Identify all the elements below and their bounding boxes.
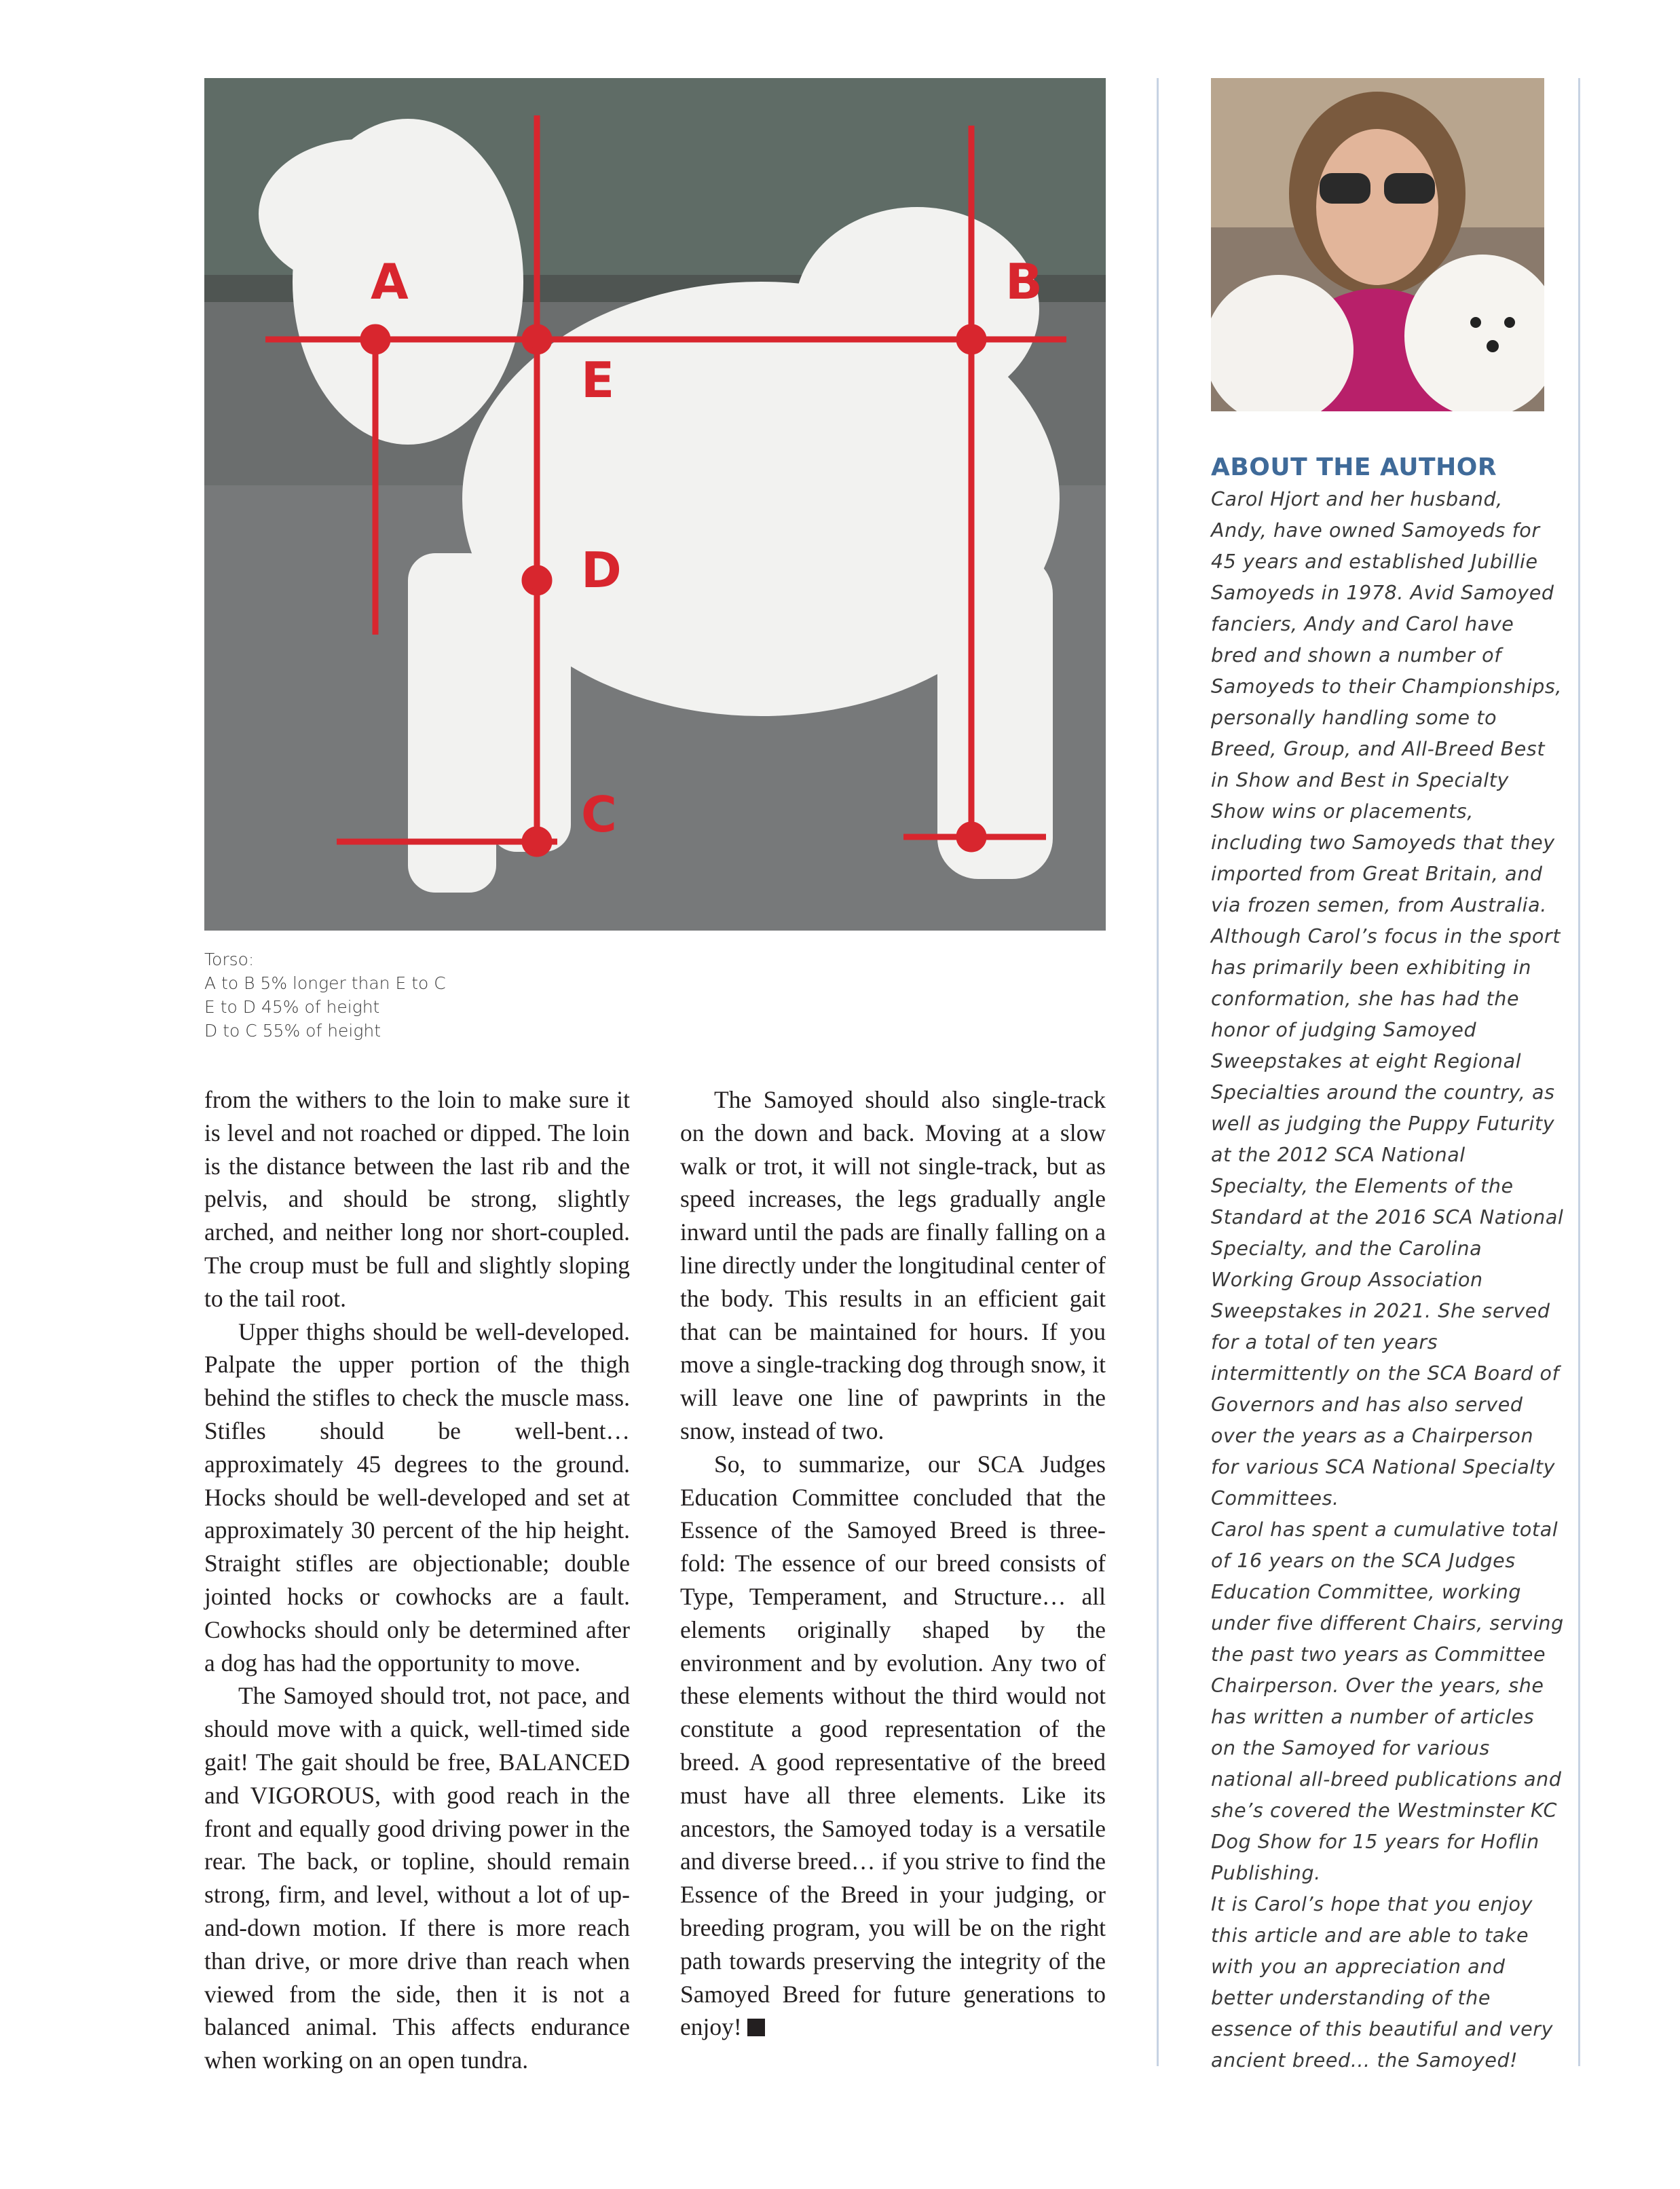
- label-e: E: [581, 352, 615, 409]
- sidebar-paragraph: Although Carol’s focus in the sport has primarily been exhibiting in conformation, she has had the honor of judging Samoyed Sweepstakes at eight Regional Specialties around the country, as well as judging the Puppy Futurity at the 2012 SCA National Specialty, the Elements of the Standard at the 2016 SCA National Specialty, and the Carolina Working Group Association Sweepstakes in 2021. She served for a total of ten years intermittently on the SCA Board of Governors and has also served over the years as a Chairperson for various SCA National Specialty Committees.: [1211, 925, 1564, 1510]
- samoyed-proportions-photo: [204, 78, 1106, 931]
- article-column-1: [204, 1083, 630, 2077]
- paragraph-final: [680, 1448, 1106, 2044]
- sidebar-paragraph: Carol Hjort and her husband, Andy, have owned Samoyeds for 45 years and established Jubillie Samoyeds in 1978. Avid Samoyed fanciers, Andy and Carol have bred and shown a number of Samoyeds to their Championships, personally handling some to Breed, Group, and All-Breed Best in Show and Best in Specialty Show wins or placements, including two Samoyeds that they imported from Great Britain, and via frozen semen, from Australia.: [1211, 488, 1563, 916]
- label-b: B: [1005, 253, 1043, 310]
- sidebar-paragraph: It is Carol’s hope that you enjoy this article and are able to take with you an appreciation and better understanding of the essence of this beautiful and very ancient breed… the Samoyed!: [1211, 1893, 1554, 2072]
- figure-caption: [204, 948, 446, 1043]
- caption-line: E to D 45% of height: [204, 997, 380, 1017]
- article-column-2: [680, 1083, 1106, 2044]
- end-mark-icon: [747, 2019, 765, 2036]
- label-a: A: [371, 253, 409, 310]
- label-d: D: [581, 542, 622, 599]
- sidebar-rule-left: [1157, 78, 1159, 2066]
- paragraph-text: So, to summarize, our SCA Judges Education Committee concluded that the Essence of the Samoyed Breed is three-fold: The essence of our breed consists of Type, Temperament, and Structure… all elements originally shaped by the environment and by evolution. Any two of these elements without the third would not constitute a good representation of the breed. A good representative of the breed must have all three elements. Like its ancestors, the Samoyed today is a versatile and diverse breed… if you strive to find the Essence of the Breed in your judging, or breeding program, you will be on the right path towards preserving the integrity of the Samoyed Breed for future generations to enjoy!: [680, 1450, 1106, 2041]
- sidebar-rule-right: [1578, 78, 1580, 2066]
- paragraph: The Samoyed should also single-track on the down and back. Moving at a slow walk or trot, it will not single-track, but as speed increases, the legs gradually angle inward until the pads are finally falling on a line directly under the longitudinal center of the body. This results in an efficient gait that can be maintained for hours. If you move a single-tracking dog through snow, it will leave one line of pawprints in the snow, instead of two.: [680, 1086, 1106, 1444]
- caption-line: Torso:: [204, 950, 255, 969]
- sidebar-heading: ABOUT THE AUTHOR: [1211, 453, 1497, 481]
- paragraph: from the withers to the loin to make sure it is level and not roached or dipped. The loin is the distance between the last rib and the pelvis, and should be strong, slightly arched, and neither long nor short-coupled. The croup must be full and slightly sloping to the tail root.: [204, 1086, 630, 1312]
- caption-line: A to B 5% longer than E to C: [204, 973, 446, 993]
- caption-line: D to C 55% of height: [204, 1021, 381, 1041]
- label-c: C: [581, 786, 617, 843]
- paragraph: Upper thighs should be well-developed. Palpate the upper portion of the thigh behind the stifles to check the muscle mass. Stifles should be well-bent… approximately 45 degrees to the ground. Hocks should be well-developed and set at approximately 30 percent of the hip height. Straight stifles are objectionable; double jointed hocks or cowhocks are a fault. Cowhocks should only be determined after a dog has had the opportunity to move.: [204, 1317, 630, 1677]
- author-photo: [1211, 78, 1544, 411]
- sidebar-paragraph: Carol has spent a cumulative total of 16 years on the SCA Judges Education Committee, working under five different Chairs, serving the past two years as Committee Chairperson. Over the years, she has written a number of articles on the Samoyed for various national all-breed publications and she’s covered the Westminster KC Dog Show for 15 years for Hoflin Publishing.: [1211, 1518, 1564, 1884]
- paragraph: The Samoyed should trot, not pace, and should move with a quick, well-timed side gait! The gait should be free, BALANCED and VIGOROUS, with good reach in the front and equally good driving power in the rear. The back, or topline, should remain strong, firm, and level, without a lot of up-and-down motion. If there is more reach than drive, or more drive than reach when viewed from the side, then it is not a balanced animal. This affects endurance when working on an open tundra.: [204, 1682, 630, 2074]
- about-the-author: [1211, 453, 1564, 2076]
